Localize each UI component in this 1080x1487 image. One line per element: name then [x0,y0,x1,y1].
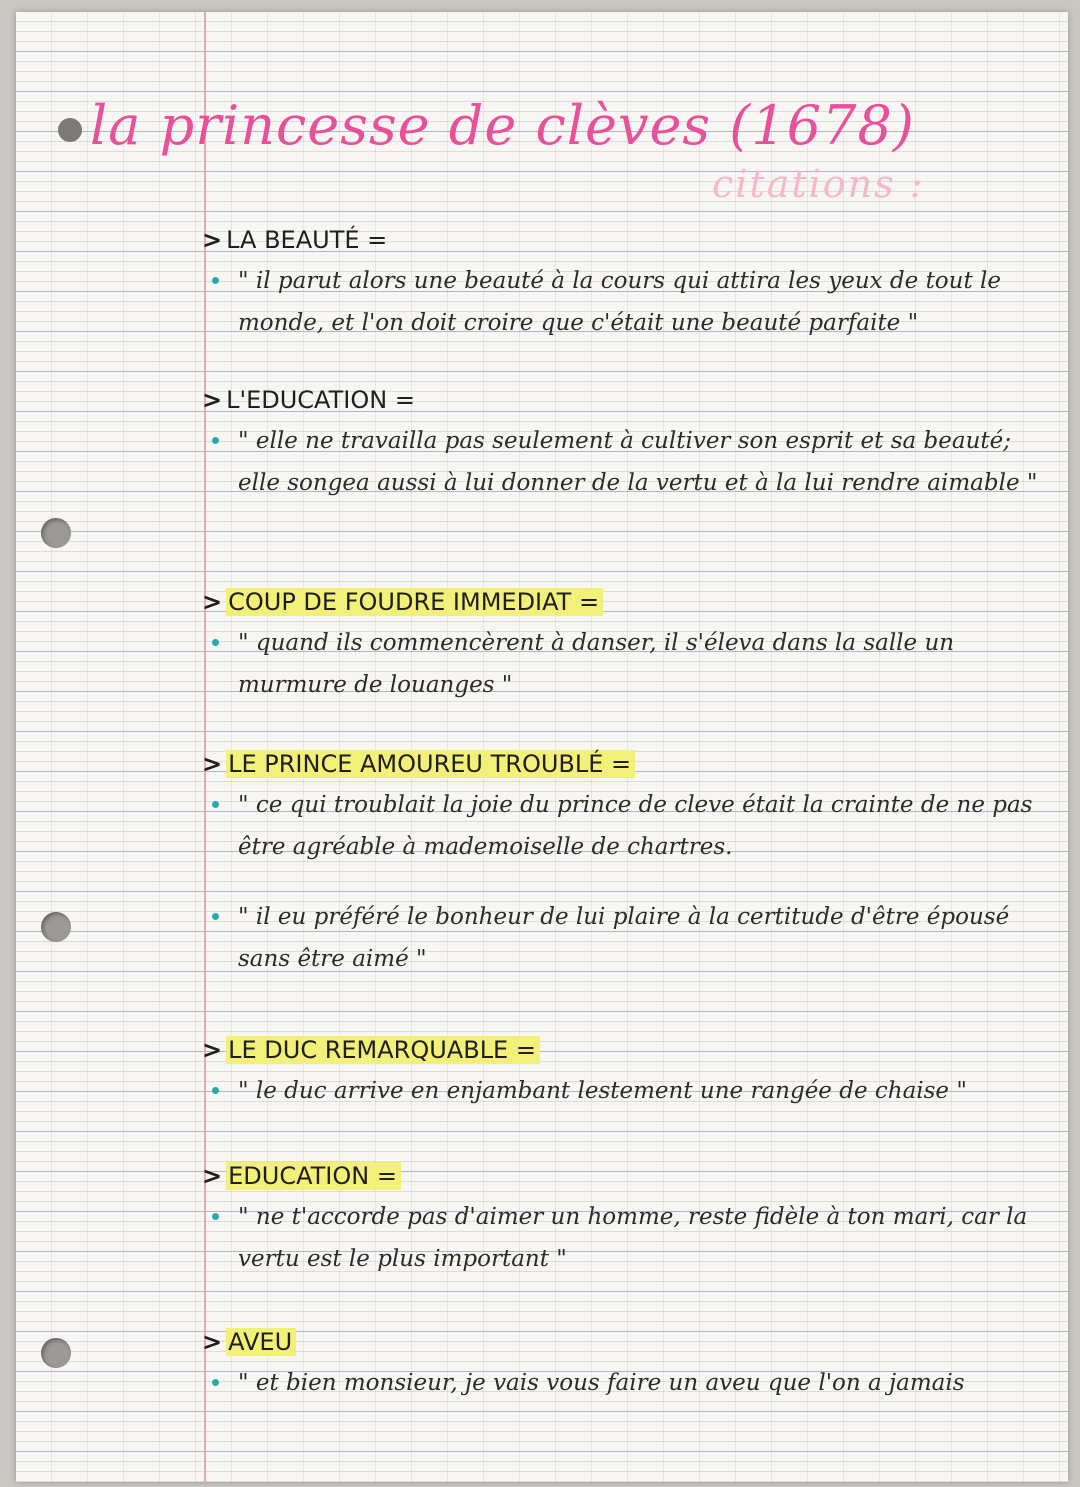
page-title: la princesse de clèves (1678) [90,94,915,157]
arrow-icon: > [202,588,223,616]
quote-text: " quand ils commencèrent à danser, il s'éleva dans la salle un murmure de louanges " [202,622,1058,706]
arrow-icon: > [202,1036,223,1064]
title-bullet-icon [58,118,82,142]
quote-text: " ne t'accorde pas d'aimer un homme, reste fidèle à ton mari, car la vertu est le plus important " [202,1196,1058,1280]
section-heading [202,586,1062,618]
section-prince-trouble [202,748,1062,980]
quote-text: " le duc arrive en enjambant lestement une rangée de chaise " [202,1070,1058,1112]
quote-text: " il parut alors une beauté à la cours qui attira les yeux de tout le monde, et l'on doit croire que c'était une beauté parfaite " [202,260,1058,344]
heading-text: AVEU [226,1328,296,1356]
binder-hole [41,1338,71,1368]
page-subtitle: citations : [712,162,925,206]
arrow-icon: > [202,226,223,254]
quote-text: " ce qui troublait la joie du prince de cleve était la crainte de ne pas être agréable à mademoiselle de chartres. [202,784,1058,868]
heading-text: COUP DE FOUDRE IMMEDIAT = [226,588,603,616]
quote-text: " elle ne travailla pas seulement à cultiver son esprit et sa beauté; elle songea aussi à lui donner de la vertu et à la lui rendre aimable " [202,420,1058,504]
heading-text: LE PRINCE AMOUREU TROUBLÉ = [226,750,635,778]
section-duc-remarquable [202,1034,1062,1112]
section-coup-de-foudre [202,586,1062,706]
quote-text: " il eu préféré le bonheur de lui plaire à la certitude d'être épousé sans être aimé " [202,896,1058,980]
section-heading [202,1326,1062,1358]
section-education-2 [202,1160,1062,1280]
heading-text: L'EDUCATION = [226,386,415,414]
section-aveu [202,1326,1062,1404]
binder-hole [41,518,71,548]
binder-hole [41,912,71,942]
arrow-icon: > [202,1328,223,1356]
section-heading [202,1160,1062,1192]
quote-text: " et bien monsieur, je vais vous faire un aveu que l'on a jamais [202,1362,1058,1404]
arrow-icon: > [202,1162,223,1190]
section-heading [202,748,1062,780]
notebook-page [16,12,1068,1482]
section-heading [202,384,1062,416]
section-education [202,384,1062,504]
section-heading [202,1034,1062,1066]
heading-text: LE DUC REMARQUABLE = [226,1036,540,1064]
heading-text: EDUCATION = [226,1162,401,1190]
section-heading [202,224,1062,256]
heading-text: LA BEAUTÉ = [226,226,388,254]
section-beaute [202,224,1062,344]
arrow-icon: > [202,750,223,778]
arrow-icon: > [202,386,223,414]
